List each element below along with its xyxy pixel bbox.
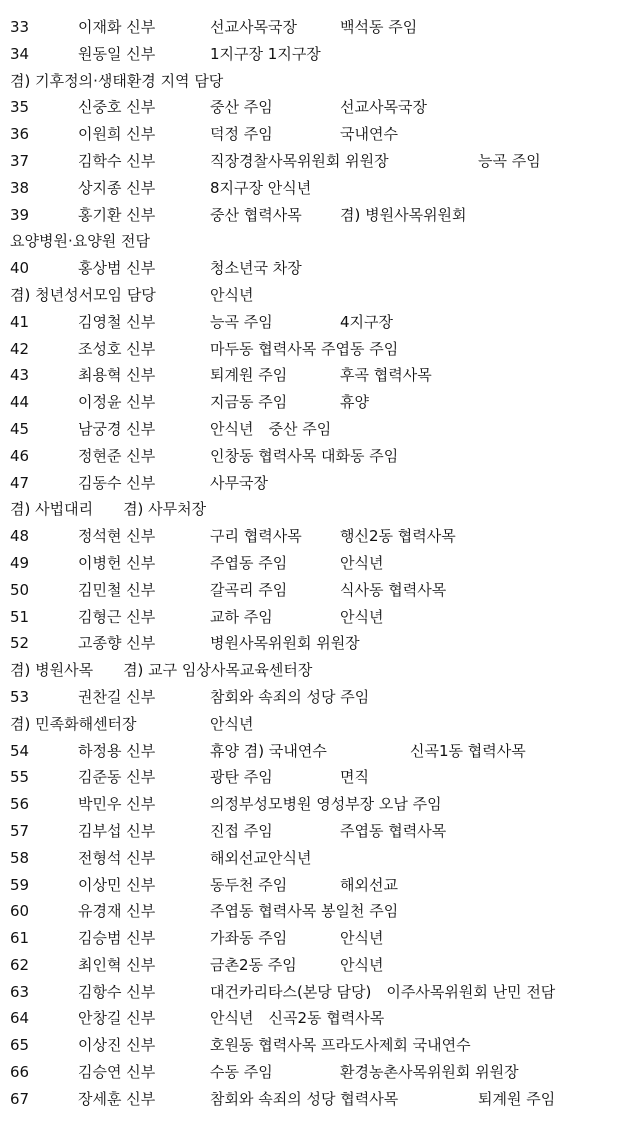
- entry-line: [0, 336, 640, 363]
- previous-assignment: 가좌동 주임: [210, 929, 288, 948]
- priest-name: 김준동 신부: [78, 768, 156, 787]
- note-extra: 안식년: [210, 714, 254, 733]
- entry-line: [0, 764, 640, 791]
- entry-line: [0, 684, 640, 711]
- entry-line: [0, 523, 640, 550]
- entry-line: [0, 952, 640, 979]
- note-line: [0, 228, 640, 255]
- previous-assignment: 사무국장: [210, 473, 268, 492]
- previous-assignment: 주엽동 협력사목 봉일천 주임: [210, 902, 399, 921]
- entry-line: [0, 872, 640, 899]
- priest-name: 이병헌 신부: [78, 553, 156, 572]
- entry-line: [0, 577, 640, 604]
- entry-line: [0, 979, 640, 1006]
- note-text: 겸) 청년성서모임 담당: [10, 285, 156, 304]
- entry-number: 67: [10, 1089, 30, 1108]
- priest-name: 고종향 신부: [78, 634, 156, 653]
- entry-number: 54: [10, 741, 30, 760]
- new-assignment: 환경농촌사목위원회 위원장: [340, 1063, 519, 1082]
- entry-line: [0, 14, 640, 41]
- entry-line: [0, 738, 640, 765]
- entry-line: [0, 41, 640, 68]
- entry-number: 64: [10, 1009, 30, 1028]
- previous-assignment: 덕정 주임: [210, 125, 273, 144]
- entry-number: 47: [10, 473, 30, 492]
- priest-name: 김형근 신부: [78, 607, 156, 626]
- priest-name: 홍기환 신부: [78, 205, 156, 224]
- new-assignment: 안식년: [340, 955, 384, 974]
- priest-name: 정현준 신부: [78, 446, 156, 465]
- previous-assignment: 해외선교안식년: [210, 848, 312, 867]
- entry-line: [0, 791, 640, 818]
- new-assignment: 국내연수: [340, 125, 398, 144]
- new-assignment: 안식년: [340, 929, 384, 948]
- previous-assignment: 중산 협력사목: [210, 205, 302, 224]
- entry-number: 40: [10, 259, 30, 278]
- entry-number: 36: [10, 125, 30, 144]
- entry-line: [0, 148, 640, 175]
- priest-name: 이원희 신부: [78, 125, 156, 144]
- priest-name: 정석현 신부: [78, 527, 156, 546]
- entry-line: [0, 1032, 640, 1059]
- entry-line: [0, 925, 640, 952]
- priest-name: 유경재 신부: [78, 902, 156, 921]
- priest-name: 이정윤 신부: [78, 393, 156, 412]
- priest-name: 김승연 신부: [78, 1063, 156, 1082]
- previous-assignment: 구리 협력사목: [210, 527, 302, 546]
- entry-number: 44: [10, 393, 30, 412]
- priest-name: 최인혁 신부: [78, 955, 156, 974]
- new-assignment: 겸) 병원사목위원회: [340, 205, 467, 224]
- entry-line: [0, 470, 640, 497]
- entry-number: 35: [10, 98, 30, 117]
- note-line: [0, 711, 640, 738]
- previous-assignment: 휴양 겸) 국내연수: [210, 741, 327, 760]
- entry-number: 60: [10, 902, 30, 921]
- new-assignment: 후곡 협력사목: [340, 366, 432, 385]
- previous-assignment: 대건카리타스(본당 담당) 이주사목위원회 난민 전담: [210, 982, 556, 1001]
- entry-number: 52: [10, 634, 30, 653]
- entry-number: 49: [10, 553, 30, 572]
- entry-number: 43: [10, 366, 30, 385]
- entry-line: [0, 309, 640, 336]
- new-assignment: 행신2동 협력사목: [340, 527, 456, 546]
- entry-number: 56: [10, 795, 30, 814]
- previous-assignment: 참회와 속죄의 성당 주임: [210, 687, 370, 706]
- priest-name: 김민철 신부: [78, 580, 156, 599]
- entry-line: [0, 175, 640, 202]
- priest-name: 이재화 신부: [78, 18, 156, 36]
- entry-number: 57: [10, 821, 30, 840]
- entry-number: 34: [10, 44, 30, 63]
- priest-name: 남궁경 신부: [78, 419, 156, 438]
- entry-number: 65: [10, 1036, 30, 1055]
- entry-number: 41: [10, 312, 30, 331]
- previous-assignment: 중산 주임: [210, 98, 273, 117]
- note-line: [0, 657, 640, 684]
- entry-line: [0, 121, 640, 148]
- previous-assignment: 안식년 신곡2동 협력사목: [210, 1009, 385, 1028]
- entry-number: 61: [10, 929, 30, 948]
- entry-line: [0, 416, 640, 443]
- priest-name: 김영철 신부: [78, 312, 156, 331]
- entry-number: 58: [10, 848, 30, 867]
- priest-name: 박민우 신부: [78, 795, 156, 814]
- entry-line: [0, 818, 640, 845]
- priest-name: 하정용 신부: [78, 741, 156, 760]
- entry-line: [0, 1059, 640, 1086]
- previous-assignment: 8지구장 안식년: [210, 178, 312, 197]
- entry-number: 50: [10, 580, 30, 599]
- entry-number: 66: [10, 1063, 30, 1082]
- priest-name: 조성호 신부: [78, 339, 156, 358]
- entry-line: [0, 255, 640, 282]
- note-text: 겸) 민족화해센터장: [10, 714, 137, 733]
- previous-assignment: 마두동 협력사목 주엽동 주임: [210, 339, 399, 358]
- entry-line: [0, 1086, 640, 1113]
- entry-number: 38: [10, 178, 30, 197]
- previous-assignment: 지금동 주임: [210, 393, 288, 412]
- previous-assignment: 주엽동 주임: [210, 553, 288, 572]
- priest-name: 신중호 신부: [78, 98, 156, 117]
- entry-number: 45: [10, 419, 30, 438]
- entry-line: [0, 550, 640, 577]
- previous-assignment: 능곡 주임: [210, 312, 273, 331]
- note-extra: 안식년: [210, 285, 254, 304]
- previous-assignment: 1지구장 1지구장: [210, 44, 321, 63]
- entry-number: 42: [10, 339, 30, 358]
- priest-name: 권찬길 신부: [78, 687, 156, 706]
- priest-name: 홍상범 신부: [78, 259, 156, 278]
- note-text: 겸) 기후정의·생태환경 지역 담당: [10, 71, 224, 90]
- priest-name: 장세훈 신부: [78, 1089, 156, 1108]
- entry-number: 37: [10, 151, 30, 170]
- previous-assignment: 인창동 협력사목 대화동 주임: [210, 446, 399, 465]
- entry-number: 46: [10, 446, 30, 465]
- entry-number: 55: [10, 768, 30, 787]
- entry-number: 62: [10, 955, 30, 974]
- entry-line: [0, 202, 640, 229]
- new-assignment: 안식년: [340, 553, 384, 572]
- entry-line: [0, 604, 640, 631]
- entry-number: 59: [10, 875, 30, 894]
- entry-number: 39: [10, 205, 30, 224]
- previous-assignment: 퇴계원 주임: [210, 366, 288, 385]
- entry-line: [0, 362, 640, 389]
- previous-assignment: 진접 주임: [210, 821, 273, 840]
- previous-assignment: 금촌2동 주임: [210, 955, 297, 974]
- new-assignment: 안식년: [340, 607, 384, 626]
- note-line: [0, 68, 640, 95]
- previous-assignment: 동두천 주임: [210, 875, 288, 894]
- previous-assignment: 선교사목국장: [210, 18, 297, 36]
- previous-assignment: 안식년 중산 주임: [210, 419, 332, 438]
- previous-assignment: 수동 주임: [210, 1063, 273, 1082]
- note-line: [0, 282, 640, 309]
- entry-line: [0, 898, 640, 925]
- extra-assignment: 신곡1동 협력사목: [410, 741, 526, 760]
- priest-name: 전형석 신부: [78, 848, 156, 867]
- new-assignment: 해외선교: [340, 875, 398, 894]
- priest-name: 김학수 신부: [78, 151, 156, 170]
- priest-name: 김동수 신부: [78, 473, 156, 492]
- new-assignment: 주엽동 협력사목: [340, 821, 447, 840]
- new-assignment: 휴양: [340, 393, 369, 412]
- new-assignment: 4지구장: [340, 312, 394, 331]
- note-text: 겸) 사법대리 겸) 사무처장: [10, 500, 207, 519]
- priest-name: 최용혁 신부: [78, 366, 156, 385]
- previous-assignment: 호원동 협력사목 프라도사제회 국내연수: [210, 1036, 471, 1055]
- priest-name: 김항수 신부: [78, 982, 156, 1001]
- previous-assignment: 청소년국 차장: [210, 259, 302, 278]
- new-assignment: 식사동 협력사목: [340, 580, 447, 599]
- priest-name: 김승범 신부: [78, 929, 156, 948]
- note-text: 겸) 병원사목 겸) 교구 임상사목교육센터장: [10, 661, 313, 680]
- entry-line: [0, 443, 640, 470]
- new-assignment: 선교사목국장: [340, 98, 427, 117]
- previous-assignment: 광탄 주임: [210, 768, 273, 787]
- priest-name: 상지종 신부: [78, 178, 156, 197]
- entry-line: [0, 630, 640, 657]
- previous-assignment: 교하 주임: [210, 607, 273, 626]
- entry-line: [0, 1005, 640, 1032]
- priest-name: 안창길 신부: [78, 1009, 156, 1028]
- priest-name: 원동일 신부: [78, 44, 156, 63]
- priest-name: 이상민 신부: [78, 875, 156, 894]
- note-line: [0, 496, 640, 523]
- entry-number: 48: [10, 527, 30, 546]
- previous-assignment: 병원사목위원회 위원장: [210, 634, 360, 653]
- extra-assignment: 퇴계원 주임: [478, 1089, 556, 1108]
- extra-assignment: 능곡 주임: [478, 151, 541, 170]
- previous-assignment: 갈곡리 주임: [210, 580, 288, 599]
- entry-number: 63: [10, 982, 30, 1001]
- entry-number: 53: [10, 687, 30, 706]
- entry-line: [0, 845, 640, 872]
- entry-number: 33: [10, 18, 30, 36]
- priest-name: 이상진 신부: [78, 1036, 156, 1055]
- entry-number: 51: [10, 607, 30, 626]
- previous-assignment: 직장경찰사목위원회 위원장: [210, 151, 389, 170]
- previous-assignment: 참회와 속죄의 성당 협력사목: [210, 1089, 399, 1108]
- new-assignment: 백석동 주임: [340, 18, 418, 36]
- priest-name: 김부섭 신부: [78, 821, 156, 840]
- entry-line: [0, 94, 640, 121]
- new-assignment: 면직: [340, 768, 369, 787]
- entry-line: [0, 389, 640, 416]
- note-text: 요양병원·요양원 전담: [10, 232, 150, 251]
- previous-assignment: 의정부성모병원 영성부장 오남 주임: [210, 795, 442, 814]
